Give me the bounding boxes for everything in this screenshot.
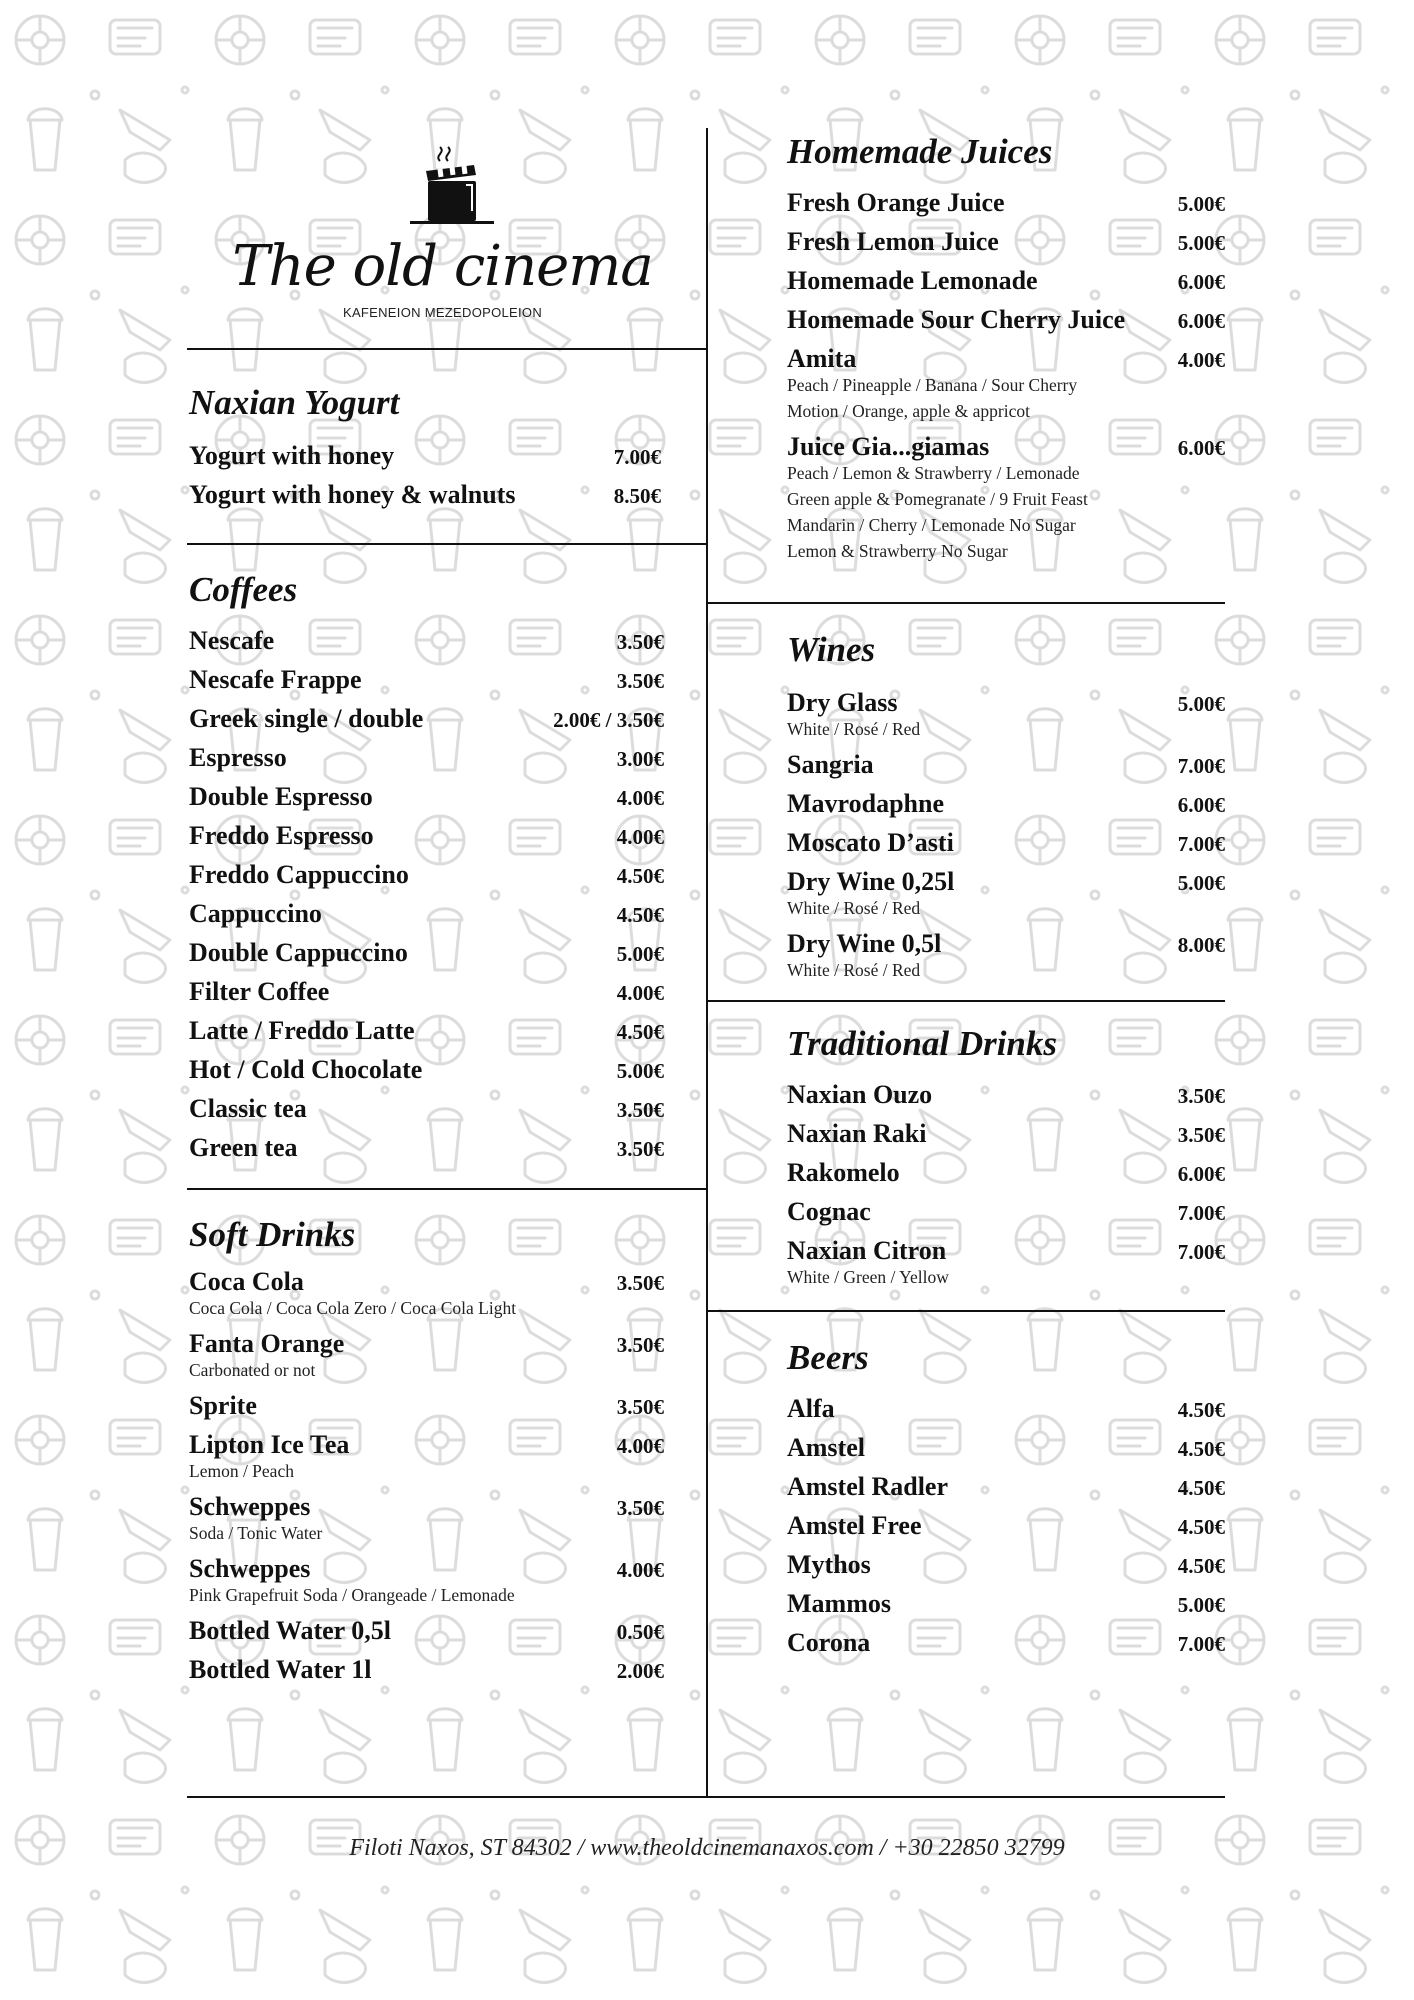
menu-item-row bbox=[189, 661, 664, 700]
menu-item-price: 8.50€ bbox=[613, 484, 661, 508]
menu-item-description: White / Rosé / Red bbox=[787, 719, 921, 739]
menu-item-row bbox=[787, 824, 1225, 863]
menu-item bbox=[787, 746, 1225, 785]
menu-item-price: 3.00€ bbox=[616, 747, 664, 771]
menu-item-row bbox=[189, 1051, 664, 1090]
menu-item-name: Coca Cola bbox=[189, 1267, 304, 1296]
section-title: Coffees bbox=[189, 570, 298, 609]
section-coffees bbox=[189, 570, 664, 1168]
menu-item-price: 3.50€ bbox=[616, 669, 664, 693]
divider-logo bbox=[187, 348, 707, 350]
menu-item-name: Amstel Radler bbox=[787, 1472, 949, 1501]
menu-item bbox=[787, 925, 1225, 983]
menu-item-price: 7.00€ bbox=[1177, 832, 1225, 856]
menu-item bbox=[787, 785, 1225, 824]
menu-item-price: 5.00€ bbox=[1177, 1593, 1225, 1617]
menu-item-name: Amita bbox=[787, 344, 857, 373]
menu-item-price: 3.50€ bbox=[616, 1333, 664, 1357]
menu-item-row bbox=[787, 1115, 1225, 1154]
item-list bbox=[189, 622, 664, 1168]
menu-item-description: Soda / Tonic Water bbox=[189, 1523, 323, 1543]
menu-item-name: Sangria bbox=[787, 750, 874, 779]
menu-item-row bbox=[189, 1012, 664, 1051]
menu-item-price: 3.50€ bbox=[616, 1496, 664, 1520]
menu-item-description: Lemon / Peach bbox=[189, 1461, 294, 1481]
menu-item-price: 5.00€ bbox=[1177, 692, 1225, 716]
menu-item-row bbox=[189, 437, 661, 476]
menu-item bbox=[787, 684, 1225, 742]
menu-item-description: Coca Cola / Coca Cola Zero / Coca Cola Light bbox=[189, 1298, 517, 1318]
menu-item-name: Naxian Ouzo bbox=[787, 1080, 933, 1109]
menu-item-name: Schweppes bbox=[189, 1554, 311, 1583]
menu-item-row bbox=[787, 1468, 1225, 1507]
menu-item-name: Double Espresso bbox=[189, 782, 373, 811]
menu-item bbox=[787, 223, 1225, 262]
menu-item-name: Juice Gia...giamas bbox=[787, 432, 990, 461]
menu-item bbox=[189, 1426, 664, 1484]
menu-item-price: 4.00€ bbox=[1177, 348, 1225, 372]
item-list bbox=[787, 684, 1225, 983]
menu-item-name: Homemade Sour Cherry Juice bbox=[787, 305, 1126, 334]
menu-item-price: 3.50€ bbox=[616, 1395, 664, 1419]
menu-item-price: 5.00€ bbox=[616, 942, 664, 966]
menu-item-name: Fresh Lemon Juice bbox=[787, 227, 999, 256]
menu-item-price: 4.00€ bbox=[616, 1434, 664, 1458]
menu-item-price: 3.50€ bbox=[1177, 1084, 1225, 1108]
section-homemade-juices bbox=[787, 132, 1225, 568]
menu-item-name: Double Cappuccino bbox=[189, 938, 408, 967]
menu-item-name: Dry Wine 0,5l bbox=[787, 929, 942, 958]
menu-item bbox=[189, 1651, 664, 1690]
menu-item-description: Pink Grapefruit Soda / Orangeade / Lemonade bbox=[189, 1585, 515, 1605]
section-wines bbox=[787, 630, 1225, 987]
menu-item bbox=[189, 973, 664, 1012]
menu-item bbox=[787, 863, 1225, 921]
menu-item bbox=[787, 1193, 1225, 1232]
menu-item-name: Schweppes bbox=[189, 1492, 311, 1521]
menu-item-row bbox=[189, 856, 664, 895]
menu-item-price: 4.00€ bbox=[616, 981, 664, 1005]
menu-item-row bbox=[787, 1390, 1225, 1429]
footer-contact: Filoti Naxos, ST 84302 / www.theoldcinemanaxos.com / +30 22850 32799 bbox=[349, 1835, 1065, 1861]
menu-item bbox=[189, 817, 664, 856]
menu-item-price: 6.00€ bbox=[1177, 436, 1225, 460]
menu-item-name: Fresh Orange Juice bbox=[787, 188, 1005, 217]
menu-item bbox=[189, 476, 661, 515]
menu-item-name: Mythos bbox=[787, 1550, 871, 1579]
menu-item-name: Filter Coffee bbox=[189, 977, 330, 1006]
brand-name: The old cinema bbox=[232, 234, 653, 299]
menu-item-name: Freddo Espresso bbox=[189, 821, 374, 850]
menu-item bbox=[189, 1012, 664, 1051]
menu-item bbox=[787, 262, 1225, 301]
menu-item-price: 7.00€ bbox=[1177, 1201, 1225, 1225]
menu-item-name: Freddo Cappuccino bbox=[189, 860, 409, 889]
menu-item bbox=[787, 184, 1225, 223]
menu-item bbox=[189, 895, 664, 934]
menu-item bbox=[787, 1390, 1225, 1429]
menu-item-name: Yogurt with honey bbox=[189, 441, 395, 470]
menu-item bbox=[787, 1429, 1225, 1468]
menu-item bbox=[787, 1076, 1225, 1115]
menu-item-name: Yogurt with honey & walnuts bbox=[189, 480, 516, 509]
menu-item-row bbox=[189, 895, 664, 934]
menu-item-price: 4.50€ bbox=[1177, 1437, 1225, 1461]
menu-item bbox=[189, 1263, 664, 1321]
menu-item-price: 4.50€ bbox=[1177, 1554, 1225, 1578]
menu-item-row bbox=[787, 1546, 1225, 1585]
section-title: Beers bbox=[787, 1338, 869, 1377]
menu-item-description: White / Rosé / Red bbox=[787, 960, 921, 980]
menu-item-price: 3.50€ bbox=[616, 1271, 664, 1295]
menu-item-name: Homemade Lemonade bbox=[787, 266, 1038, 295]
menu-item bbox=[189, 739, 664, 778]
menu-item-price: 2.00€ / 3.50€ bbox=[553, 708, 664, 732]
menu-item-description: Peach / Lemon & Strawberry / Lemonade Green apple & Pomegranate / 9 Fruit Feast Mandarin / Cherry / Lemonade No Sugar Lemon & Strawberry No Sugar bbox=[787, 463, 1088, 561]
menu-item bbox=[787, 1115, 1225, 1154]
menu-item-row bbox=[189, 476, 661, 515]
menu-item-price: 8.00€ bbox=[1177, 933, 1225, 957]
section-naxian-yogurt bbox=[189, 383, 661, 515]
menu-item-name: Moscato D’asti bbox=[787, 828, 954, 857]
divider-yogurt bbox=[187, 543, 707, 545]
menu-item-name: Cappuccino bbox=[189, 899, 322, 928]
menu-item bbox=[189, 778, 664, 817]
menu-item-price: 3.50€ bbox=[1177, 1123, 1225, 1147]
menu-item-row bbox=[787, 1154, 1225, 1193]
menu-item-price: 3.50€ bbox=[616, 1098, 664, 1122]
menu-item-name: Naxian Raki bbox=[787, 1119, 927, 1148]
menu-item-name: Dry Glass bbox=[787, 688, 898, 717]
menu-item-price: 6.00€ bbox=[1177, 309, 1225, 333]
menu-item-row bbox=[787, 1076, 1225, 1115]
brand-subtitle: KAFENEION MEZEDOPOLEION bbox=[342, 305, 543, 320]
menu-item-row bbox=[189, 934, 664, 973]
menu-item-price: 4.00€ bbox=[616, 825, 664, 849]
menu-item-price: 5.00€ bbox=[1177, 871, 1225, 895]
menu-item-row bbox=[787, 1624, 1225, 1663]
menu-item-description: White / Green / Yellow bbox=[787, 1267, 949, 1287]
section-title: Traditional Drinks bbox=[787, 1024, 1058, 1063]
menu-item-row bbox=[189, 1387, 664, 1426]
section-title: Wines bbox=[787, 630, 876, 669]
menu-item-price: 3.50€ bbox=[616, 1137, 664, 1161]
menu-item-row bbox=[787, 262, 1225, 301]
menu-item bbox=[787, 340, 1225, 424]
menu-item-name: Mammos bbox=[787, 1589, 891, 1618]
menu-item bbox=[787, 1624, 1225, 1663]
item-list bbox=[189, 437, 661, 515]
menu-item-description: Carbonated or not bbox=[189, 1360, 316, 1380]
menu-item-row bbox=[787, 1585, 1225, 1624]
menu-item-name: Corona bbox=[787, 1628, 871, 1657]
menu-item bbox=[787, 1232, 1225, 1290]
menu-item-name: Amstel bbox=[787, 1433, 865, 1462]
menu-item bbox=[189, 1488, 664, 1546]
menu-item-name: Cognac bbox=[787, 1197, 871, 1226]
menu-item-row bbox=[787, 746, 1225, 785]
menu-item-row bbox=[189, 622, 664, 661]
section-title: Homemade Juices bbox=[787, 132, 1053, 171]
menu-item-price: 7.00€ bbox=[1177, 754, 1225, 778]
menu-item-price: 6.00€ bbox=[1177, 793, 1225, 817]
menu-item bbox=[189, 934, 664, 973]
menu-item-row bbox=[189, 1651, 664, 1690]
divider-juices bbox=[707, 602, 1225, 604]
item-list bbox=[189, 1263, 664, 1690]
menu-item-price: 6.00€ bbox=[1177, 270, 1225, 294]
menu-item-price: 4.50€ bbox=[616, 864, 664, 888]
menu-item-price: 7.00€ bbox=[1177, 1240, 1225, 1264]
menu-item-price: 5.00€ bbox=[616, 1059, 664, 1083]
menu-item-price: 4.50€ bbox=[1177, 1515, 1225, 1539]
menu-item-price: 4.50€ bbox=[1177, 1476, 1225, 1500]
divider-bottom bbox=[187, 1796, 1225, 1798]
menu-item bbox=[189, 1612, 664, 1651]
menu-item-row bbox=[189, 778, 664, 817]
menu-item bbox=[189, 1325, 664, 1383]
section-title: Naxian Yogurt bbox=[189, 383, 400, 422]
menu-item-price: 5.00€ bbox=[1177, 231, 1225, 255]
menu-item-price: 0.50€ bbox=[616, 1620, 664, 1644]
menu-item bbox=[189, 661, 664, 700]
menu-item-price: 4.00€ bbox=[616, 1558, 664, 1582]
menu-item-price: 5.00€ bbox=[1177, 192, 1225, 216]
menu-item-name: Alfa bbox=[787, 1394, 835, 1423]
menu-item bbox=[787, 824, 1225, 863]
menu-item-row bbox=[787, 223, 1225, 262]
item-list bbox=[787, 184, 1225, 564]
divider-coffees bbox=[187, 1188, 707, 1190]
menu-item-name: Green tea bbox=[189, 1133, 298, 1162]
menu-item-row bbox=[189, 1090, 664, 1129]
menu-item-price: 7.00€ bbox=[1177, 1632, 1225, 1656]
menu-item-price: 4.00€ bbox=[616, 786, 664, 810]
menu-item bbox=[787, 1154, 1225, 1193]
menu-item-name: Bottled Water 1l bbox=[189, 1655, 372, 1684]
section-beers bbox=[787, 1338, 1225, 1663]
menu-item-row bbox=[787, 301, 1225, 340]
menu-item bbox=[787, 1468, 1225, 1507]
menu-item-row bbox=[787, 1507, 1225, 1546]
menu-item-row bbox=[189, 700, 664, 739]
popcorn-clapper-icon bbox=[388, 145, 498, 231]
menu-item bbox=[189, 1129, 664, 1168]
menu-item-price: 4.50€ bbox=[616, 903, 664, 927]
item-list bbox=[787, 1076, 1225, 1290]
menu-item-name: Nescafe bbox=[189, 626, 275, 655]
menu-item-name: Mavrodaphne bbox=[787, 789, 944, 818]
section-traditional-drinks bbox=[787, 1024, 1225, 1294]
menu-item-row bbox=[787, 785, 1225, 824]
menu-item bbox=[189, 1051, 664, 1090]
menu-item bbox=[189, 700, 664, 739]
menu-item-name: Greek single / double bbox=[189, 704, 424, 733]
menu-item bbox=[189, 1387, 664, 1426]
menu-item-description: White / Rosé / Red bbox=[787, 898, 921, 918]
menu-item-row bbox=[189, 1612, 664, 1651]
divider-wines bbox=[707, 1000, 1225, 1002]
divider-traditional bbox=[707, 1310, 1225, 1312]
menu-item-name: Bottled Water 0,5l bbox=[189, 1616, 391, 1645]
menu-item-name: Espresso bbox=[189, 743, 287, 772]
menu-item-row bbox=[787, 184, 1225, 223]
menu-item-name: Lipton Ice Tea bbox=[189, 1430, 350, 1459]
menu-item-price: 4.50€ bbox=[1177, 1398, 1225, 1422]
menu-item bbox=[787, 1585, 1225, 1624]
menu-item bbox=[787, 428, 1225, 564]
menu-item bbox=[787, 1546, 1225, 1585]
menu-item-name: Fanta Orange bbox=[189, 1329, 345, 1358]
menu-item bbox=[189, 622, 664, 661]
menu-item-price: 3.50€ bbox=[616, 630, 664, 654]
item-list bbox=[787, 1390, 1225, 1663]
menu-item bbox=[189, 1550, 664, 1608]
menu-item-row bbox=[189, 817, 664, 856]
menu-item-price: 4.50€ bbox=[616, 1020, 664, 1044]
menu-item-row bbox=[787, 1193, 1225, 1232]
section-soft-drinks bbox=[189, 1215, 664, 1690]
menu-item-name: Naxian Citron bbox=[787, 1236, 947, 1265]
menu-item-name: Dry Wine 0,25l bbox=[787, 867, 955, 896]
menu-item bbox=[189, 1090, 664, 1129]
menu-item-description: Peach / Pineapple / Banana / Sour Cherry Motion / Orange, apple & appricot bbox=[787, 375, 1078, 421]
menu-item bbox=[189, 437, 661, 476]
menu-item-name: Sprite bbox=[189, 1391, 257, 1420]
menu-item-price: 2.00€ bbox=[616, 1659, 664, 1683]
menu-item-name: Latte / Freddo Latte bbox=[189, 1016, 415, 1045]
menu-item-name: Classic tea bbox=[189, 1094, 307, 1123]
menu-item bbox=[787, 1507, 1225, 1546]
menu-item-row bbox=[787, 1429, 1225, 1468]
menu-item-row bbox=[189, 1129, 664, 1168]
menu-item-name: Amstel Free bbox=[787, 1511, 922, 1540]
menu-item bbox=[787, 301, 1225, 340]
menu-item-name: Nescafe Frappe bbox=[189, 665, 362, 694]
menu-item-name: Rakomelo bbox=[787, 1158, 900, 1187]
column-divider bbox=[706, 128, 708, 1798]
menu-item-price: 6.00€ bbox=[1177, 1162, 1225, 1186]
section-title: Soft Drinks bbox=[189, 1215, 356, 1254]
menu-item-name: Hot / Cold Chocolate bbox=[189, 1055, 423, 1084]
menu-item-row bbox=[189, 973, 664, 1012]
brand-logo bbox=[190, 145, 695, 320]
menu-item-price: 7.00€ bbox=[613, 445, 661, 469]
menu-item-row bbox=[189, 739, 664, 778]
menu-item bbox=[189, 856, 664, 895]
